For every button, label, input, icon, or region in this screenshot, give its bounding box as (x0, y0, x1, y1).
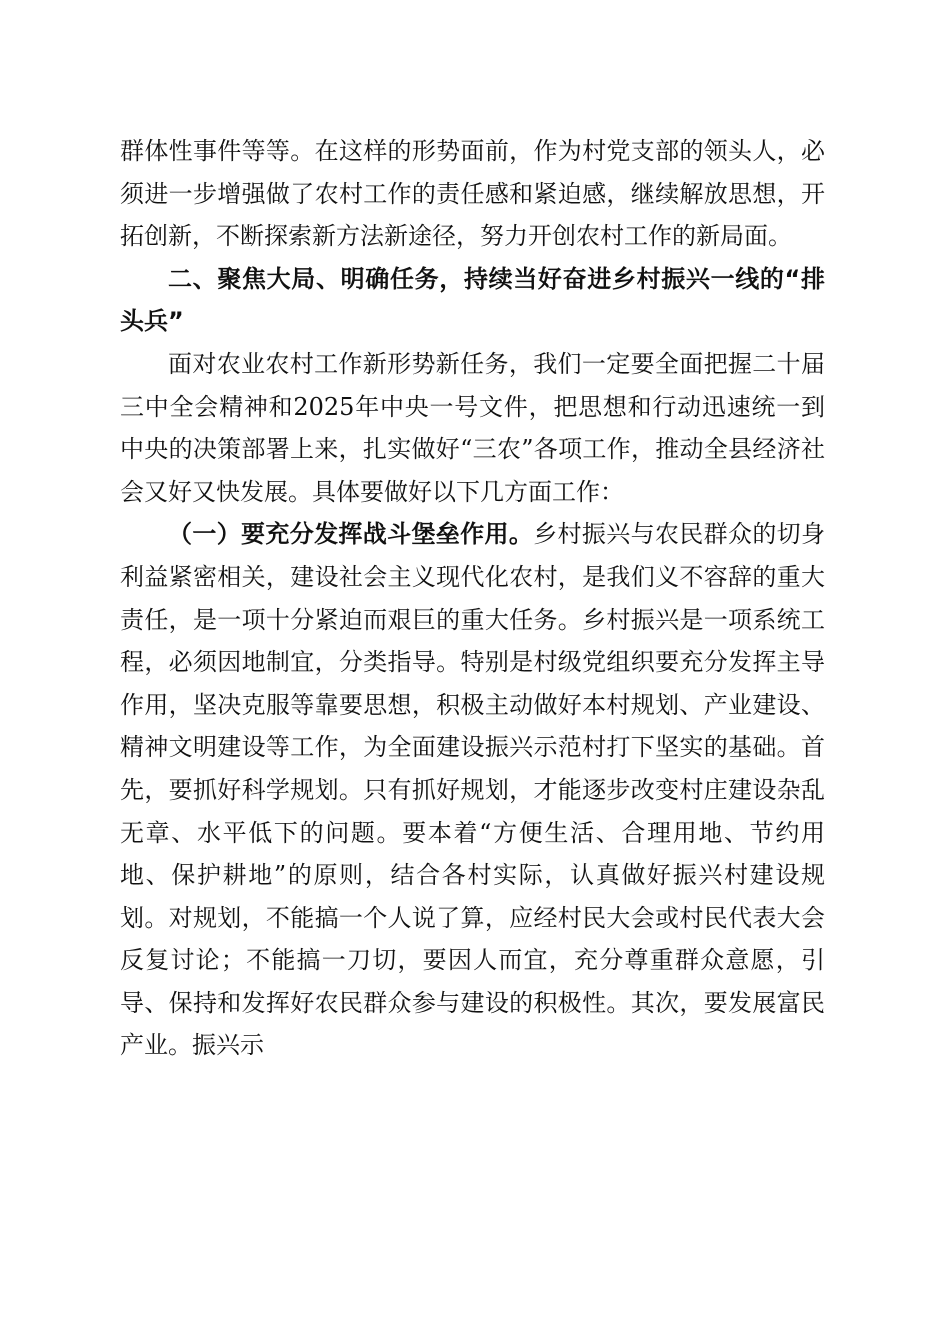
subheading-1: （一）要充分发挥战斗堡垒作用。 (168, 519, 534, 549)
body-paragraph-fortress-text: 乡村振兴与农民群众的切身利益紧密相关，建设社会主义现代化农村，是我们义不容辞的重大责任，是一项十分紧迫而艰巨的重大任务。乡村振兴是一项系统工程，必须因地制宜，分类指导。特别是村级党组织要充分发挥主导作用，坚决克服等靠要思想，积极主动做好本村规划、产业建设、精神文明建设等工作，为全面建设振兴示范村打下坚实的基础。首先，要抓好科学规划。只有抓好规划，才能逐步改变村庄建设杂乱无章、水平低下的问题。要本着“方便生活、合理用地、节约用地、保护耕地”的原则，结合各村实际，认真做好振兴村建设规划。对规划，不能搞一个人说了算，应经村民大会或村民代表大会反复讨论；不能搞一刀切，要因人而宜，充分尊重群众意愿，引导、保持和发挥好农民群众参与建设的积极性。其次，要发展富民产业。振兴示 (120, 520, 826, 1060)
body-paragraph-tasks: 面对农业农村工作新形势新任务，我们一定要全面把握二十届三中全会精神和2025年中央一号文件，把思想和行动迅速统一到中央的决策部署上来，扎实做好“三农”各项工作，推动全县经济社会又好又快发展。具体要做好以下几方面工作： (120, 349, 825, 506)
section-heading-2: 二、聚焦大局、明确任务，持续当好奋进乡村振兴一线的“排头兵” (120, 264, 825, 336)
body-paragraph-fortress (120, 513, 825, 1067)
body-paragraph-continuation: 群体性事件等等。在这样的形势面前，作为村党支部的领头人，必须进一步增强做了农村工作的责任感和紧迫感，继续解放思想，开拓创新，不断探索新方法新途径，努力开创农村工作的新局面。 (120, 137, 825, 251)
document-body (120, 130, 825, 1067)
